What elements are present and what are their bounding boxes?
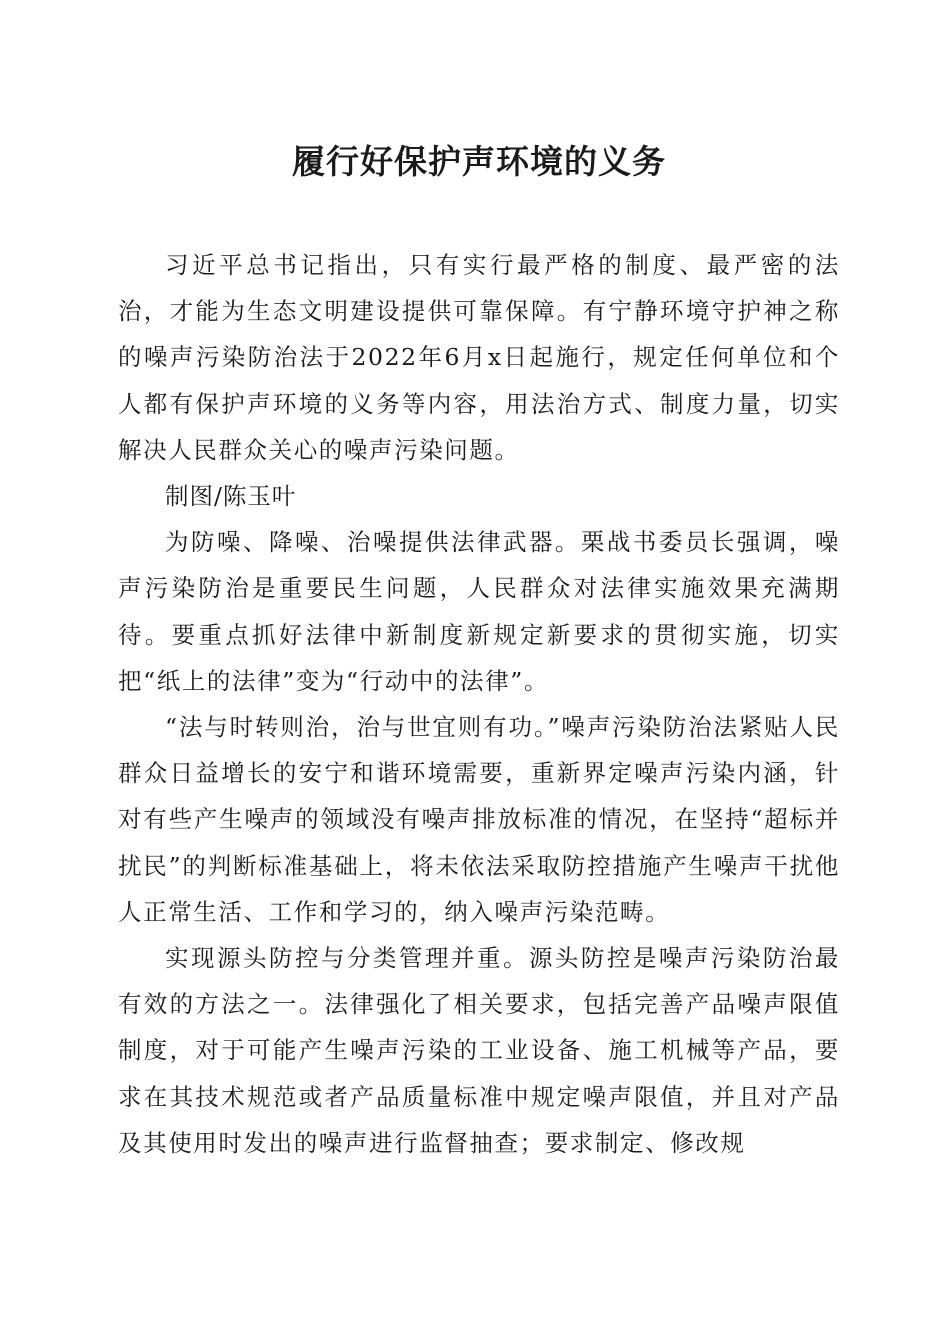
image-credit: 制图/陈玉叶 (165, 482, 297, 511)
paragraph-legal-tools: 为防噪、降噪、治噪提供法律武器。栗战书委员长强调，噪声污染防治是重要民生问题，人民群众对法律实施效果充满期待。要重点抓好法律中新制度新规定新要求的贯彻实施，切实把“纸上的法律”变为“行动中的法律”。 (118, 528, 840, 695)
paragraph-source-control: 实现源头防控与分类管理并重。源头防控是噪声污染防治最有效的方法之一。法律强化了相关要求，包括完善产品噪声限值制度，对于可能产生噪声污染的工业设备、施工机械等产品，要求在其技术规范或者产品质量标准中规定噪声限值，并且对产品及其使用时发出的噪声进行监督抽查；要求制定、修改规 (118, 944, 840, 1157)
paragraph-definition: “法与时转则治，治与世宜则有功。”噪声污染防治法紧贴人民群众日益增长的安宁和谐环境需要，重新界定噪声污染内涵，针对有些产生噪声的领域没有噪声排放标准的情况，在坚持“超标并扰民”的判断标准基础上，将未依法采取防控措施产生噪声干扰他人正常生活、工作和学习的，纳入噪声污染范畴。 (118, 713, 840, 926)
paragraph-intro: 习近平总书记指出，只有实行最严格的制度、最严密的法治，才能为生态文明建设提供可靠保障。有宁静环境守护神之称的噪声污染防治法于2022年6月x日起施行，规定任何单位和个人都有保护声环境的义务等内容，用法治方式、制度力量，切实解决人民群众关心的噪声污染问题。 (118, 251, 840, 464)
document-title: 履行好保护声环境的义务 (292, 142, 666, 181)
